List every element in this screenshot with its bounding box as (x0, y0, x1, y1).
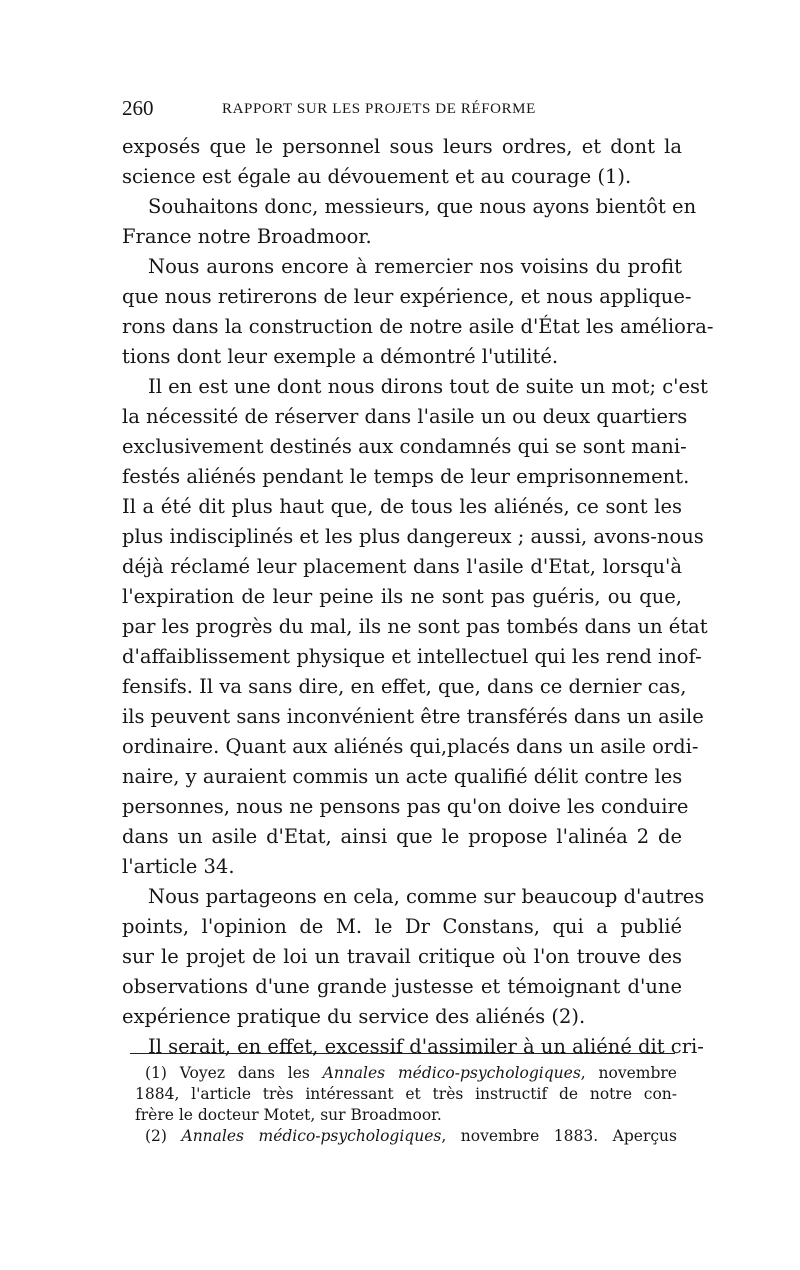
journal-title: Annales médico-psychologiques (181, 1127, 442, 1145)
text-line: France notre Broadmoor. (122, 225, 372, 248)
footnote-1-date: , novembre (580, 1064, 677, 1082)
text-line: ordinaire. Quant aux aliénés qui,placés dans un asile ordi- (122, 735, 699, 758)
footnote-1-line: 1884, l'article très intéressant et très instructif de notre con- (135, 1085, 677, 1103)
text-line: festés aliénés pendant le temps de leur emprisonnement. (122, 465, 690, 488)
page-number: 260 (122, 96, 154, 120)
text-line: Il a été dit plus haut que, de tous les aliénés, ce sont les (122, 495, 682, 518)
text-line: ils peuvent sans inconvénient être transférés dans un asile (122, 705, 704, 728)
text-line: naire, y auraient commis un acte qualifié délit contre les (122, 765, 683, 788)
text-line: expérience pratique du service des aliénés (2). (122, 1005, 586, 1028)
text-line: d'affaiblissement physique et intellectuel qui les rend inof- (122, 645, 702, 668)
text-line: la nécessité de réserver dans l'asile un ou deux quartiers (122, 405, 688, 428)
text-line: l'expiration de leur peine ils ne sont pas guéris, ou que, (122, 585, 682, 608)
text-line: Nous partageons en cela, comme sur beaucoup d'autres (148, 885, 705, 908)
footnote-1-line (135, 1063, 677, 1084)
text-line: Il en est une dont nous dirons tout de suite un mot; c'est (148, 375, 708, 398)
text-line: exclusivement destinés aux condamnés qui se sont mani- (122, 435, 687, 458)
text-line: l'article 34. (122, 855, 235, 878)
text-line: par les progrès du mal, ils ne sont pas tombés dans un état (122, 615, 708, 638)
footnote-2-line (135, 1126, 677, 1147)
text-line: science est égale au dévouement et au courage (1). (122, 165, 632, 188)
footnote-1-start: (1) Voyez dans les (145, 1064, 323, 1082)
text-line: observations d'une grande justesse et témoignant d'une (122, 975, 682, 998)
text-line: sur le projet de loi un travail critique où l'on trouve des (122, 945, 682, 968)
journal-title: Annales médico-psychologiques (322, 1064, 581, 1082)
running-head: RAPPORT SUR LES PROJETS DE RÉFORME (222, 101, 536, 117)
footnote-2-rest: , novembre 1883. Aperçus (441, 1127, 677, 1145)
text-line: Nous aurons encore à remercier nos voisins du profit (148, 255, 682, 278)
text-line: exposés que le personnel sous leurs ordres, et dont la (122, 135, 682, 158)
text-line: plus indisciplinés et les plus dangereux ; aussi, avons-nous (122, 525, 704, 548)
text-line: fensifs. Il va sans dire, en effet, que, dans ce dernier cas, (122, 675, 687, 698)
text-line: rons dans la construction de notre asile d'État les améliora- (122, 315, 714, 338)
text-line: dans un asile d'Etat, ainsi que le propose l'alinéa 2 de (122, 825, 682, 848)
body-text (122, 132, 714, 1062)
text-line: tions dont leur exemple a démontré l'utilité. (122, 345, 559, 368)
text-line: déjà réclamé leur placement dans l'asile d'Etat, lorsqu'à (122, 555, 682, 578)
text-line: points, l'opinion de M. le Dr Constans, qui a publié (122, 915, 682, 938)
footnote-2-number: (2) (145, 1127, 182, 1145)
text-line: Souhaitons donc, messieurs, que nous ayons bientôt en (148, 195, 697, 218)
text-line: personnes, nous ne pensons pas qu'on doive les conduire (122, 795, 689, 818)
footnote-1-line: frère le docteur Motet, sur Broadmoor. (135, 1106, 442, 1124)
text-line: Il serait, en effet, excessif d'assimiler à un aliéné dit cri- (148, 1035, 704, 1058)
footnote-rule (130, 1053, 675, 1054)
footnotes (135, 1063, 677, 1147)
text-line: que nous retirerons de leur expérience, et nous applique- (122, 285, 692, 308)
page-header (122, 96, 682, 124)
